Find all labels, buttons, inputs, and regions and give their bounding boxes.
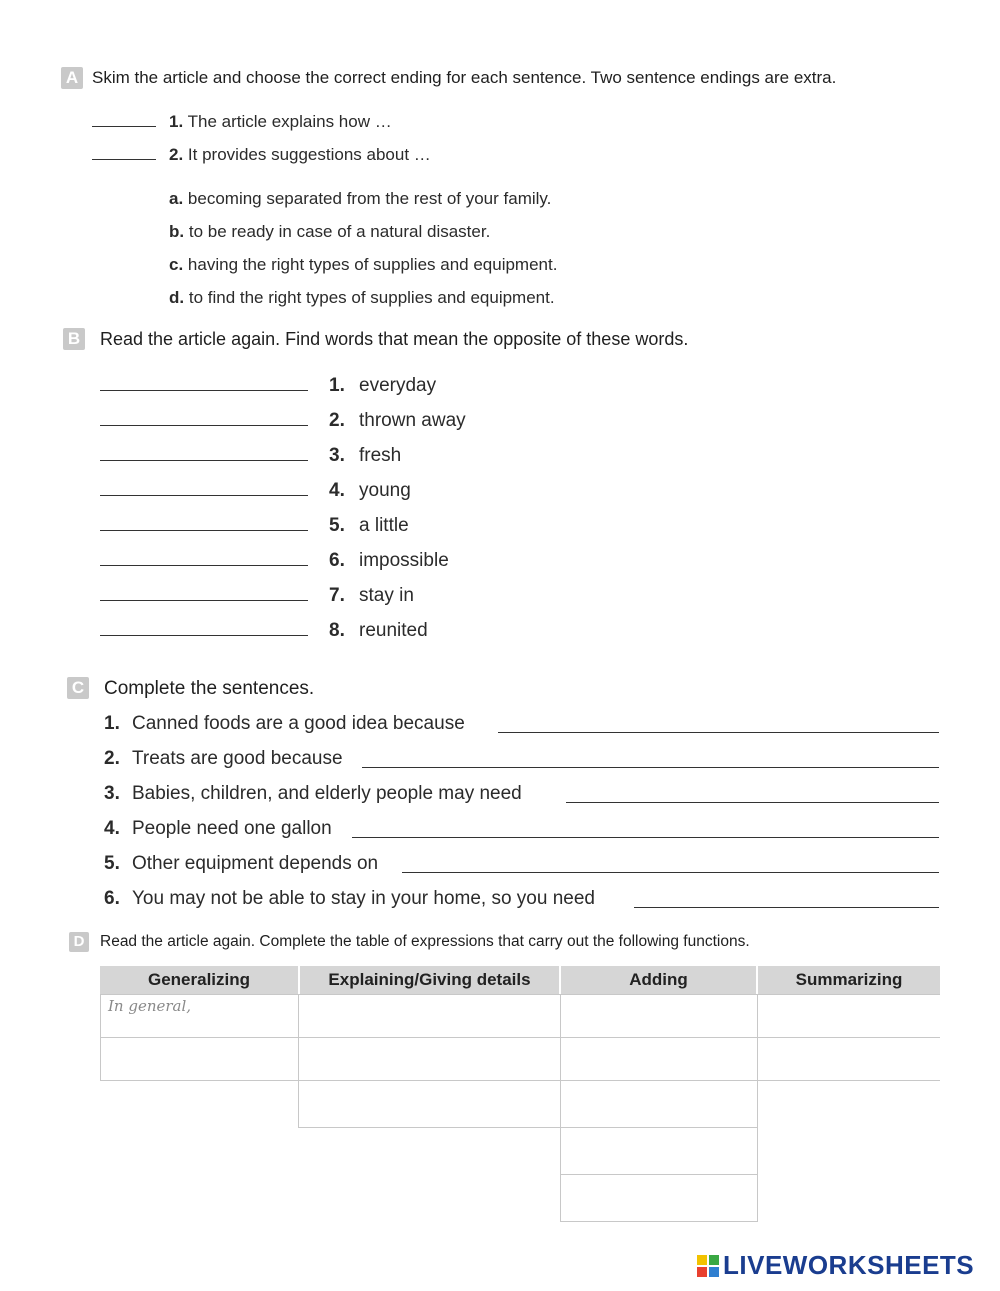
table-cell-adding-5[interactable] (560, 1174, 758, 1222)
logo-square-blue (709, 1267, 719, 1277)
section-b-instruction: Read the article again. Find words that mean the opposite of these words. (100, 329, 689, 349)
logo-square-red (697, 1267, 707, 1277)
option-text: to find the right types of supplies and equipment. (188, 288, 555, 307)
item-number: 4. (329, 480, 345, 501)
section-c-item-2 (104, 748, 343, 770)
table-cell-generalizing-2[interactable] (100, 1037, 299, 1081)
item-number: 1. (104, 713, 120, 734)
section-a-instruction: Skim the article and choose the correct ending for each sentence. Two sentence endings are extra. (92, 68, 837, 87)
answer-a2-input[interactable] (92, 141, 156, 160)
option-b (169, 222, 490, 242)
section-b-item-5 (329, 515, 409, 537)
option-letter: b. (169, 222, 185, 241)
item-text: fresh (359, 445, 402, 466)
answer-b2-input[interactable] (100, 407, 308, 426)
item-number: 5. (329, 515, 345, 536)
table-cell-summarizing-2[interactable] (757, 1037, 940, 1081)
section-a-item-1 (169, 112, 392, 132)
table-cell-explaining-3[interactable] (298, 1080, 561, 1128)
answer-b8-input[interactable] (100, 617, 308, 636)
column-header-generalizing: Generalizing (100, 966, 298, 994)
table-cell-adding-1[interactable] (560, 994, 758, 1038)
section-b-item-4 (329, 480, 411, 502)
section-b-item-1 (329, 375, 436, 397)
section-b-item-8 (329, 620, 428, 642)
section-c-item-3 (104, 783, 522, 805)
item-text: It provides suggestions about … (187, 145, 431, 164)
section-c-item-4 (104, 818, 332, 840)
option-text: having the right types of supplies and equipment. (187, 255, 558, 274)
option-d (169, 288, 555, 308)
option-letter: c. (169, 255, 184, 274)
section-b-item-6 (329, 550, 449, 572)
section-c-item-6 (104, 888, 595, 910)
item-number: 1. (169, 112, 184, 131)
answer-c2-input[interactable] (362, 749, 939, 768)
item-text: a little (359, 515, 409, 536)
item-number: 3. (104, 783, 120, 804)
column-header-explaining: Explaining/Giving details (300, 966, 559, 994)
option-text: becoming separated from the rest of your family. (187, 189, 552, 208)
answer-a1-input[interactable] (92, 108, 156, 127)
answer-b4-input[interactable] (100, 477, 308, 496)
answer-c3-input[interactable] (566, 784, 939, 803)
answer-b6-input[interactable] (100, 547, 308, 566)
item-number: 5. (104, 853, 120, 874)
section-c-instruction: Complete the sentences. (104, 678, 315, 699)
section-b-item-3 (329, 445, 401, 467)
section-a-item-2 (169, 145, 431, 165)
section-c-item-1 (104, 713, 465, 735)
option-c (169, 255, 557, 275)
item-number: 8. (329, 620, 345, 641)
item-number: 1. (329, 375, 345, 396)
item-number: 3. (329, 445, 345, 466)
table-cell-adding-4[interactable] (560, 1127, 758, 1175)
table-cell-explaining-2[interactable] (298, 1037, 561, 1081)
item-text: You may not be able to stay in your home, so you need (132, 888, 595, 909)
answer-c4-input[interactable] (352, 819, 939, 838)
item-number: 4. (104, 818, 120, 839)
section-b-item-2 (329, 410, 466, 432)
table-cell-adding-2[interactable] (560, 1037, 758, 1081)
item-number: 2. (104, 748, 120, 769)
section-d-instruction: Read the article again. Complete the table of expressions that carry out the following functions. (100, 933, 750, 950)
section-b-badge: B (63, 328, 85, 350)
table-cell-adding-3[interactable] (560, 1080, 758, 1128)
answer-b1-input[interactable] (100, 372, 308, 391)
answer-b3-input[interactable] (100, 442, 308, 461)
item-text: Babies, children, and elderly people may need (132, 783, 522, 804)
answer-c6-input[interactable] (634, 889, 939, 908)
section-c-badge: C (67, 677, 89, 699)
item-text: Canned foods are a good idea because (132, 713, 465, 734)
item-number: 7. (329, 585, 345, 606)
answer-b5-input[interactable] (100, 512, 308, 531)
item-text: impossible (359, 550, 449, 571)
section-a-badge: A (61, 67, 83, 89)
item-text: Other equipment depends on (132, 853, 379, 874)
item-text: young (359, 480, 411, 501)
item-number: 2. (169, 145, 184, 164)
item-text: The article explains how … (187, 112, 392, 131)
logo-text: LIVEWORKSHEETS (723, 1250, 975, 1280)
logo-square-green (709, 1255, 719, 1265)
answer-c1-input[interactable] (498, 714, 939, 733)
option-letter: a. (169, 189, 184, 208)
item-number: 6. (329, 550, 345, 571)
item-number: 2. (329, 410, 345, 431)
example-expression: In general, (108, 997, 192, 1015)
table-cell-summarizing-1[interactable] (757, 994, 940, 1038)
section-c-item-5 (104, 853, 378, 875)
answer-c5-input[interactable] (402, 854, 939, 873)
answer-b7-input[interactable] (100, 582, 308, 601)
option-letter: d. (169, 288, 185, 307)
section-b-item-7 (329, 585, 414, 607)
column-header-adding: Adding (561, 966, 756, 994)
item-number: 6. (104, 888, 120, 909)
option-text: to be ready in case of a natural disaster. (188, 222, 491, 241)
logo-icon (697, 1255, 719, 1277)
logo-square-yellow (697, 1255, 707, 1265)
section-d-badge: D (69, 932, 89, 952)
item-text: everyday (359, 375, 437, 396)
item-text: People need one gallon (132, 818, 332, 839)
option-a (169, 189, 551, 209)
table-cell-explaining-1[interactable] (298, 994, 561, 1038)
item-text: Treats are good because (132, 748, 343, 769)
item-text: reunited (359, 620, 428, 641)
item-text: thrown away (359, 410, 466, 431)
column-header-summarizing: Summarizing (758, 966, 940, 994)
item-text: stay in (359, 585, 414, 606)
liveworksheets-logo (697, 1250, 974, 1281)
